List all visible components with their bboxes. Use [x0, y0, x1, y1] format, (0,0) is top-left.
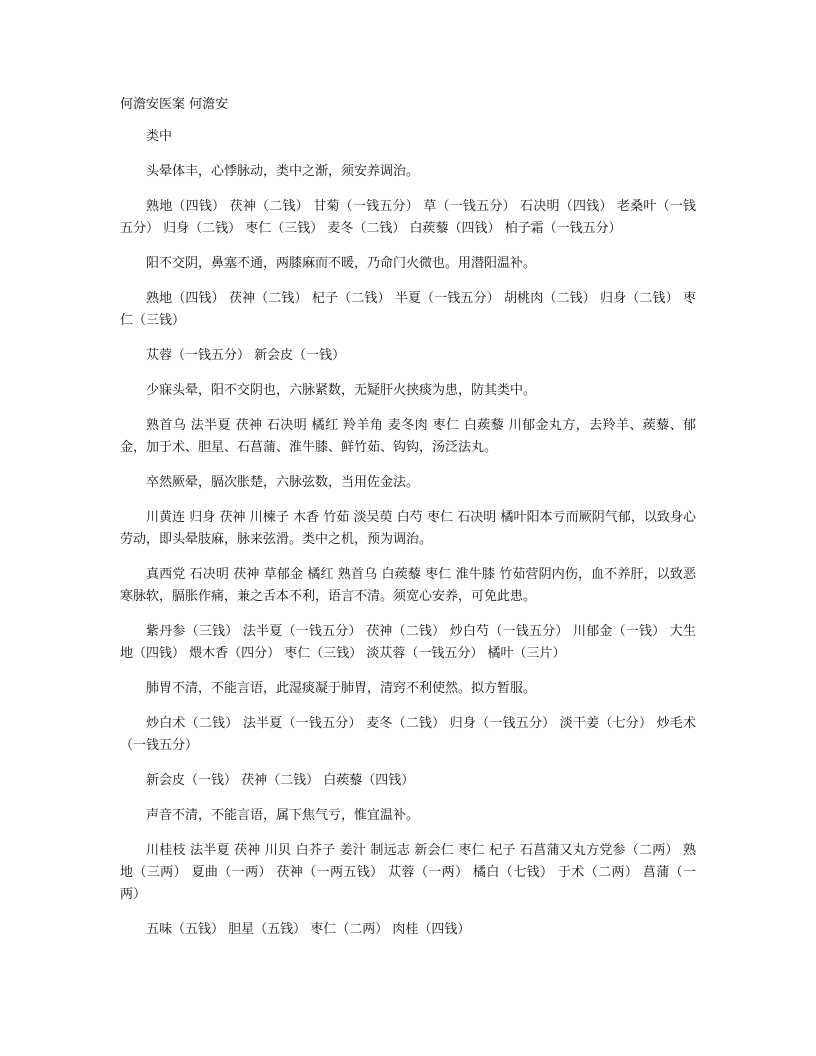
document-page — [120, 94, 696, 954]
prescription: 川黄连 归身 茯神 川楝子 木香 竹茹 淡吴萸 白芍 枣仁 石决明 橘叶阳本亏而厥阴气郁，以致身心劳动，即头晕肢麻，脉来弦滑。类中之机，预为调治。 — [120, 510, 696, 547]
prescription: 紫丹参（三钱） 法半夏（一钱五分） 茯神（二钱） 炒白芍（一钱五分） 川郁金（一钱） 大生地（四钱） 煨木香（四分） 枣仁（三钱） 淡苁蓉（一钱五分） 橘叶（三片） — [120, 624, 696, 661]
case-description: 卒然厥晕，膈次胀楚，六脉弦数，当用佐金法。 — [146, 475, 420, 490]
prescription: 新会皮（一钱） 茯神（二钱） 白蒺藜（四钱） — [146, 773, 415, 788]
document-body — [120, 126, 696, 941]
case-description: 肺胃不清，不能言语，此湿痰凝于肺胃，清窍不利使然。拟方暂服。 — [146, 681, 537, 696]
prescription: 苁蓉（一钱五分） 新会皮（一钱） — [146, 348, 346, 363]
prescription: 炒白术（二钱） 法半夏（一钱五分） 麦冬（二钱） 归身（一钱五分） 淡干姜（七分） 炒毛术（一钱五分） — [120, 716, 696, 753]
case-description: 声音不清，不能言语，属下焦气亏，惟宜温补。 — [146, 808, 420, 823]
prescription: 五味（五钱） 胆星（五钱） 枣仁（二两） 肉桂（四钱） — [146, 922, 471, 937]
prescription: 熟地（四钱） 茯神（二钱） 甘菊（一钱五分） 草（一钱五分） 石决明（四钱） 老桑叶（一钱五分） 归身（二钱） 枣仁（三钱） 麦冬（二钱） 白蒺藜（四钱） 柏子霜（一钱五分） — [120, 199, 696, 236]
case-description: 阳不交阴，鼻塞不通，两膝麻而不暖，乃命门火微也。用潜阳温补。 — [146, 256, 537, 271]
prescription: 熟首乌 法半夏 茯神 石决明 橘红 羚羊角 麦冬肉 枣仁 白蒺藜 川郁金丸方，去羚羊、蒺藜、郁金，加于术、胆星、石菖蒲、淮牛膝、鲜竹茹、钩钩，汤泛法丸。 — [120, 418, 696, 455]
document-header: 何澹安医案 何澹安 — [120, 97, 229, 112]
prescription: 川桂枝 法半夏 茯神 川贝 白芥子 姜汁 制远志 新会仁 枣仁 杞子 石菖蒲又丸方党参（二两） 熟地（三两） 夏曲（一两） 茯神（一两五钱） 苁蓉（一两） 橘白（七钱） 于术（二两） 菖蒲（一两） — [120, 843, 696, 902]
case-description: 少寐头晕，阳不交阴也，六脉紧数，无疑肝火挟痰为患，防其类中。 — [146, 383, 537, 398]
section-title: 类中 — [146, 129, 173, 144]
prescription: 熟地（四钱） 茯神（二钱） 杞子（二钱） 半夏（一钱五分） 胡桃肉（二钱） 归身（二钱） 枣仁（三钱） — [120, 291, 696, 328]
case-description: 头晕体丰，心悸脉动，类中之渐，须安养调治。 — [146, 164, 420, 179]
prescription: 真西党 石决明 茯神 草郁金 橘红 熟首乌 白蒺藜 枣仁 淮牛膝 竹茹营阴内伤，血不养肝，以致恶寒脉软，膈胀作痛，兼之舌本不利，语言不清。须宽心安养，可免此患。 — [120, 567, 696, 604]
